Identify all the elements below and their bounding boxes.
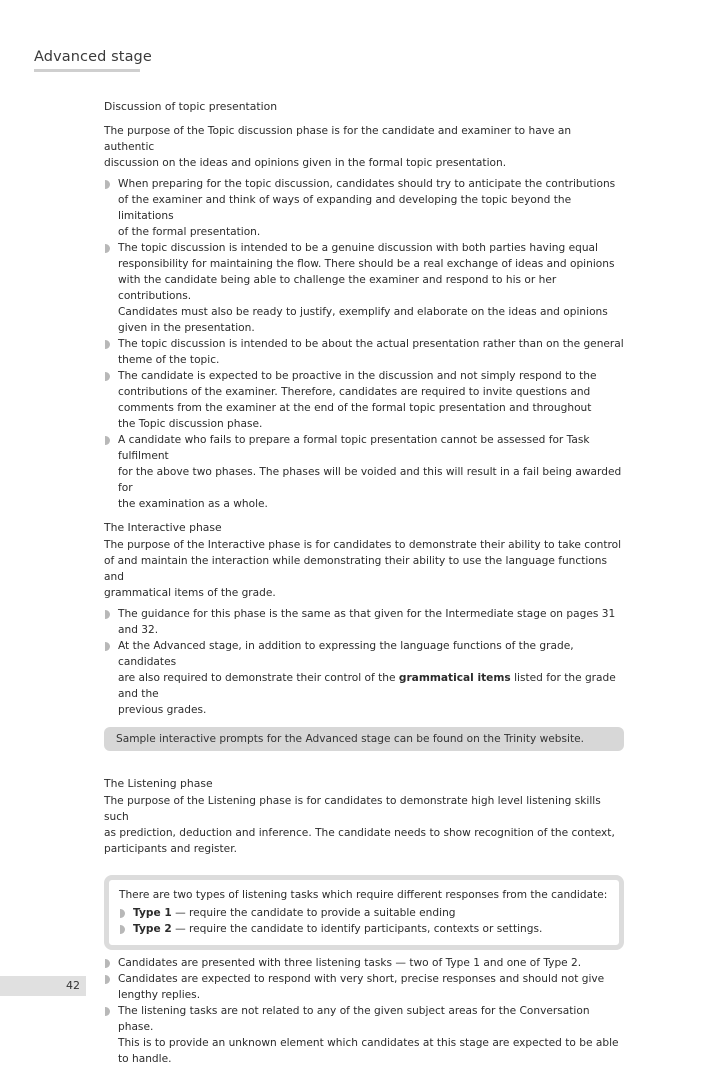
section-title: Advanced stage — [34, 49, 152, 65]
listening-intro — [104, 793, 624, 857]
text-line: comments from the examiner at the end of the formal topic presentation and throughout — [118, 402, 592, 414]
list-item — [104, 336, 624, 368]
list-item — [104, 432, 624, 512]
list-item — [104, 955, 624, 971]
text-line: for the above two phases. The phases will be voided and this will result in a fail being awarded for — [118, 466, 622, 494]
list-item — [104, 1003, 624, 1067]
box-lead: There are two types of listening tasks which require different responses from the candidate: — [119, 889, 608, 901]
text-line: The topic discussion is intended to be about the actual presentation rather than on the general — [118, 338, 624, 350]
task-type-list — [119, 905, 609, 937]
text-line: of the formal presentation. — [118, 226, 261, 238]
text-line: Candidates are presented with three listening tasks — two of Type 1 and one of Type 2. — [118, 957, 582, 969]
type-1-description: — require the candidate to provide a suitable ending — [175, 907, 456, 919]
grammatical-items-term: grammatical items — [398, 672, 511, 684]
header-underline — [34, 69, 140, 72]
text-line: grammatical items of the grade. — [104, 587, 276, 599]
interactive-bullet-list — [104, 606, 624, 718]
text-line: The purpose of the Listening phase is for candidates to demonstrate high level listening skills such — [104, 795, 601, 823]
text-line: previous grades. — [118, 704, 207, 716]
text-line: theme of the topic. — [118, 354, 220, 366]
list-item — [104, 368, 624, 432]
listening-bullet-list — [104, 955, 624, 1067]
listening-heading: The Listening phase — [104, 777, 213, 790]
text-line: The guidance for this phase is the same as that given for the Intermediate stage on pages 31 and 32. — [118, 608, 616, 636]
text-line: participants and register. — [104, 843, 237, 855]
list-item — [104, 638, 624, 718]
half-round-bullet-icon — [105, 372, 110, 381]
half-round-bullet-icon — [105, 436, 110, 445]
text-line: The candidate is expected to be proactive in the discussion and not simply respond to the — [118, 370, 597, 382]
list-item — [104, 240, 624, 336]
text-line: of and maintain the interaction while demonstrating their ability to use the language functions and — [104, 555, 608, 583]
text-line: responsibility for maintaining the flow. There should be a real exchange of ideas and opinions — [118, 258, 615, 270]
text-line: lengthy replies. — [118, 989, 201, 1001]
page-number: 42 — [66, 979, 80, 992]
interactive-intro — [104, 537, 624, 601]
list-item — [104, 176, 624, 240]
list-item — [119, 905, 609, 921]
text-line: as prediction, deduction and inference. The candidate needs to show recognition of the context, — [104, 827, 615, 839]
half-round-bullet-icon — [120, 925, 125, 934]
text-line: The purpose of the Interactive phase is for candidates to demonstrate their ability to take control — [104, 539, 622, 551]
trinity-website-callout: Sample interactive prompts for the Advanced stage can be found on the Trinity website. — [104, 727, 624, 751]
text-line: The topic discussion is intended to be a genuine discussion with both parties having equal — [118, 242, 598, 254]
text-line: The listening tasks are not related to any of the given subject areas for the Conversation phase. — [118, 1005, 590, 1033]
half-round-bullet-icon — [105, 975, 110, 984]
text-line: the examination as a whole. — [118, 498, 268, 510]
text-span: are also required to demonstrate their control of the — [118, 672, 396, 684]
text-line: The purpose of the Topic discussion phase is for the candidate and examiner to have an authentic — [104, 125, 572, 153]
list-item — [104, 971, 624, 1003]
text-line: the Topic discussion phase. — [118, 418, 263, 430]
half-round-bullet-icon — [105, 959, 110, 968]
text-line: Candidates are expected to respond with very short, precise responses and should not give — [118, 973, 605, 985]
text-line: with the candidate being able to challenge the examiner and respond to his or her contributions. — [118, 274, 557, 302]
text-span: listed for the grade and the — [118, 672, 616, 700]
type-1-term: Type 1 — [133, 907, 172, 919]
list-item — [104, 606, 624, 638]
text-line: When preparing for the topic discussion, candidates should try to anticipate the contributions — [118, 178, 616, 190]
topic-heading: Discussion of topic presentation — [104, 100, 278, 113]
half-round-bullet-icon — [120, 909, 125, 918]
main-content — [104, 99, 624, 1067]
topic-intro — [104, 123, 624, 171]
listening-task-types-box — [104, 875, 624, 950]
type-2-description: — require the candidate to identify participants, contexts or settings. — [175, 923, 543, 935]
half-round-bullet-icon — [105, 610, 110, 619]
topic-bullet-list — [104, 176, 624, 512]
text-line: At the Advanced stage, in addition to expressing the language functions of the grade, candidates — [118, 640, 574, 668]
half-round-bullet-icon — [105, 180, 110, 189]
half-round-bullet-icon — [105, 1007, 110, 1016]
text-line — [118, 670, 624, 702]
type-2-term: Type 2 — [133, 923, 172, 935]
list-item — [119, 921, 609, 937]
text-line: discussion on the ideas and opinions given in the formal topic presentation. — [104, 157, 507, 169]
text-line: Candidates must also be ready to justify, exemplify and elaborate on the ideas and opinions — [118, 306, 608, 318]
text-line: contributions of the examiner. Therefore, candidates are required to invite questions and — [118, 386, 591, 398]
text-line: This is to provide an unknown element which candidates at this stage are expected to be able — [118, 1037, 619, 1049]
interactive-heading: The Interactive phase — [104, 521, 222, 534]
half-round-bullet-icon — [105, 642, 110, 651]
page-header — [34, 49, 152, 65]
text-line: to handle. — [118, 1053, 172, 1065]
text-line: given in the presentation. — [118, 322, 255, 334]
text-line: A candidate who fails to prepare a formal topic presentation cannot be assessed for Task fulfilment — [118, 434, 590, 462]
half-round-bullet-icon — [105, 340, 110, 349]
text-line: of the examiner and think of ways of expanding and developing the topic beyond the limitations — [118, 194, 572, 222]
half-round-bullet-icon — [105, 244, 110, 253]
